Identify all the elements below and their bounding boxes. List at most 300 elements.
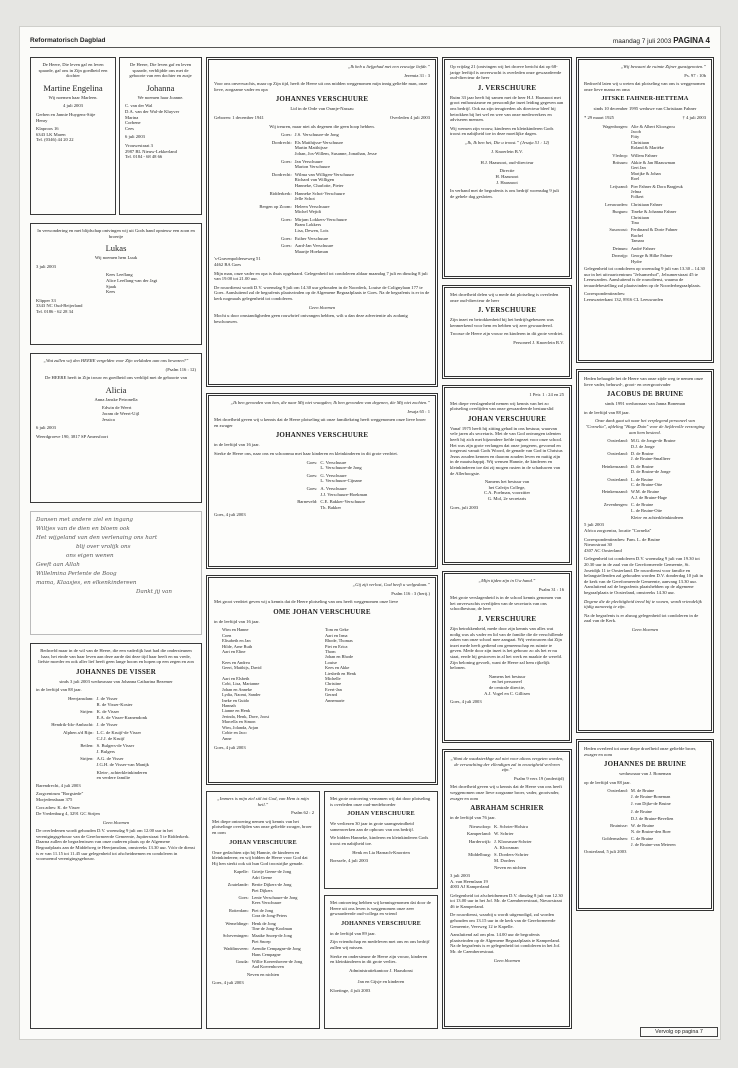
family-place: Kapelle: xyxy=(233,869,249,875)
family-place: Strijen: xyxy=(80,709,94,715)
family-place: Nieuwdorp: xyxy=(469,823,492,829)
family-place: Rotterdam: xyxy=(228,907,249,913)
burial-details: Aansluitend zal om plm. 14.00 uur de begrafenis plaatsvinden op de Algemene Begraafplaats te Kamperland. Na de begrafenis is er gelegenheid tot condoleren in het Jof. Mr. de Caemberrestraat. xyxy=(450,932,561,955)
signature: Administratiekantoor J. Haasdonst Jan en Gijsje en kinderen xyxy=(349,967,413,984)
handwritten-line: Dankt jij van xyxy=(136,589,172,595)
parents: Edwin de Weert Joram de Weert-Uijl Jessica xyxy=(102,405,140,422)
family-members: M.G. de Jonge-de Bruine D.J. de Jonge xyxy=(630,438,676,449)
family-members: S. Dorders-Schrier M. Dorders xyxy=(494,852,529,863)
birth-announcement-lukas xyxy=(30,223,202,345)
deceased-age: in de leeftijd van 16 jaar. xyxy=(214,442,260,448)
family-members: Lenie Verschuure-de Jong Kees Verschuure xyxy=(251,894,298,906)
attendance-note: Degene die de plechtigheid treed bij te wonen, wordt vriendelijk tijdig aanwezig te zijn. xyxy=(584,598,702,610)
announcement-body: Zijn inzet en betrokkenheid bij het bedrijfsgebeuren was kenmerkend voor hem en hebben wij zeer gewaardeerd. xyxy=(450,317,554,328)
deceased-age: in de leeftijd van 16 jaar. xyxy=(214,618,260,624)
family-place: Goes: xyxy=(306,485,318,491)
announcement-note: Wij noemen hem Luuk xyxy=(94,255,138,261)
family-place: Britsum: xyxy=(612,160,628,165)
family-members: Grietje Geene-de Jong Adri Geene xyxy=(251,869,292,880)
family-place xyxy=(584,515,628,522)
address: Vrouwestraat 3 2987 BL Nieuw-Lekkerland Tel. 0184 - 68 48 66 xyxy=(125,142,177,160)
page-header xyxy=(30,34,710,48)
family-place: Heinkenszand: xyxy=(601,489,628,495)
family-place: Dordrecht: xyxy=(271,139,292,145)
deceased-name: JACOBUS DE BRUINE xyxy=(606,390,684,399)
birth-announcement-johanna xyxy=(119,57,202,215)
family-place: Goldermalsen: xyxy=(602,836,628,842)
family-members: W.M. de Bruine A.J. de Bruine-Hage xyxy=(630,489,667,500)
place-date: Goes, juli 2003 xyxy=(450,504,479,510)
family-place: Vledrop: xyxy=(612,152,628,158)
family-place: Heinkenszand: xyxy=(601,463,628,469)
family-members: L. de Bruine C. de Bruine-Otte xyxy=(630,476,663,487)
quote: „Ik, Ik ben het, Die u troost.” (Jesaja 51 : 12) xyxy=(464,139,550,145)
family-place: Goes: xyxy=(281,132,292,138)
deceased-subtitle: Lid in de Orde van Oranje-Nassau xyxy=(290,106,354,112)
family-place: Goes: xyxy=(281,158,292,164)
family-place: Scheveningen: xyxy=(222,933,249,939)
care-home: Zorgcentrum "Borgstede" Morjedensbaan 375 xyxy=(36,791,84,802)
family-list xyxy=(450,824,564,873)
family-members: André Fahner xyxy=(630,245,656,251)
handwritten-line: Het wijgeland van den verlenaing ons hart xyxy=(36,535,158,541)
motto-reference: Psalm 62 : 2 xyxy=(291,810,314,816)
cousins: Neven en nichten xyxy=(246,971,280,977)
deceased-name: JOHANNES VERSCHUURE xyxy=(275,431,369,440)
handwritten-card xyxy=(30,511,202,635)
signature: Namens het bestuur van het Calvijn College, C.A. Poelman, voorzitter G. Mol, 2e secretaris xyxy=(483,479,531,501)
announcement-intro: Met diepe ontroering nemen wij kennis van het plotselinge overlijden van onze geliefde zwager, broer en oom xyxy=(212,818,312,835)
motto-reference: 1 Petr. 1 : 24 en 25 xyxy=(529,392,564,397)
place-date: Kloetinge, 4 juli 2003 xyxy=(330,987,371,993)
family-list xyxy=(584,124,706,266)
announcement-intro: Met diepe verslagenheid nemen wij kennis van het zo plotseling overlijden van onze gewaardeerde bestuurslid xyxy=(450,400,554,412)
family-place: Leijsrand: xyxy=(610,183,628,189)
announcement-note: Wij noemen haar Marleen. xyxy=(48,94,98,100)
faith-note: We bidden Hanneke, kinderen en kleinkinderen Gods troost en nabijheid toe. xyxy=(330,835,429,846)
signature: Directie H. Haasnoot J. Haasnoot xyxy=(495,168,519,185)
family-place: Ridderkerk: xyxy=(269,190,292,196)
family-members: D.J. de Bruine-Bevelien xyxy=(630,816,674,821)
family-place: Middelburg: xyxy=(468,852,492,858)
memorial-school-collegium xyxy=(442,571,572,743)
family-members: Bertie Dijkers-de Jong Piet Dijkers xyxy=(251,882,292,893)
family-members: J. Kloosman-Schrier A. Kloosman xyxy=(494,838,532,850)
birth-date: * 29 maart 1925 xyxy=(584,114,614,120)
address: Weerdgroeve 190, 3817 SP Amersfoort xyxy=(36,433,109,439)
place-date: Goes, 4 juli 2003 xyxy=(214,744,246,750)
motto-reference: Psalm 9 vers 19 (ondertijd) xyxy=(513,775,564,781)
deceased-subtitle: sinds 3 juli 2003 weduwnaar van Johanna Catharina Bezemer xyxy=(59,678,173,684)
announcement-date: 3 juli 2003 xyxy=(36,263,56,269)
place-date: 5 juli 2003 Africa zorgcentra, locatie "Cornelia" xyxy=(584,522,652,534)
life-dates xyxy=(214,115,430,121)
extra-note: Mocht u door omstandigheden geen rouwbrief ontvangen hebben, wilt u dan deze advertentie als zodanig beschouwen. xyxy=(214,313,408,324)
newspaper-page xyxy=(19,26,721,1040)
family-members: Tineke & Johanna Fahner Christiaan Tina xyxy=(630,209,677,226)
family-members: Klein- en achterkleinkinderen xyxy=(630,515,684,521)
motto: „Wat zullen wij den HEERE vergelden voor Zijn weldaden aan ons bewezen?” xyxy=(43,358,189,363)
obituary-johannes-de-visser xyxy=(30,643,202,1029)
motto: „Ik heb u liefgehad met een eeuwige liefde.” xyxy=(347,64,430,69)
faith-note: Wij treuren, maar niet als degenen die geen hoop hebben. xyxy=(269,123,375,129)
page-number: 4 xyxy=(705,36,710,45)
obituary-ome-johan-verschuure xyxy=(206,575,438,785)
funeral-details: De rouwdienst wordt D.V. woensdag 9 juli om 14.30 uur gehouden in de Noorderk, Louise de Colignylaan 177 te Goes. Aansluitend zal de begrafenis plaatsvinden op de Algemene Begraafplaats te Goes. Na de begrafenis is er in de kerk nogmaals gelegenheid tot condoleren. xyxy=(214,284,430,301)
deceased-age: in de leeftijd van 89 jaar. xyxy=(330,930,376,936)
family-place: Oosterland: xyxy=(607,476,628,482)
place-date: Goes, 4 juli 2003 xyxy=(212,980,244,986)
family-members: Aard-Jan Verschuure Maartje Hoekman xyxy=(294,243,334,254)
family-place: Dronrijp: xyxy=(611,253,628,259)
family-members: W. Schrier xyxy=(494,831,514,837)
family-members: W. de Bruine N. de Bruine-den Boer xyxy=(630,823,671,834)
family-list xyxy=(584,438,706,522)
place-date: Oosterland, 5 juli 2003 xyxy=(584,849,627,855)
family-place: Goes: xyxy=(281,235,292,241)
family-place: Bergen op Zoom: xyxy=(259,203,292,209)
family-place: Deinum: xyxy=(612,245,628,251)
faith-note: Wij wensen zijn vrouw, kinderen en kleinkinderen Gods troost en nabijheid toe in deze moeilijke dagen. xyxy=(450,125,554,137)
family-members: J. de Bruine xyxy=(630,808,653,814)
birth-date: Geboren: 1 december 1941 xyxy=(214,114,264,120)
family-members: D. de Bruine J. de Bruine-Smallteer xyxy=(630,450,671,462)
place-date: Goes, 4 juli 2003 xyxy=(214,512,246,518)
family-place: Wemeldinge: xyxy=(225,920,249,926)
handwritten-line: Geeft aan Allah xyxy=(36,562,80,568)
announcement-intro: De Heere, Die leven gaf en leven spaarde, gaf ons in Zijn goedheid een dochter xyxy=(38,62,108,79)
handwritten-line: ons eigen wenen xyxy=(66,553,114,559)
death-date: † 4 juli 2003 xyxy=(682,114,706,120)
handwritten-line: Wiltjes van de dien en bloem ook xyxy=(36,526,130,532)
visitation-details: Mijn man, onze vader en opa is thuis opgebaard. Gelegenheid tot condoleren aldaar maandag 7 juli en dinsdag 8 juli van 19.00 tot 21.00 uur. xyxy=(214,270,428,282)
funeral-details: De rouwdienst, waarbij u wordt uitgenodigd, zal worden gehouden om 13.15 uur in de kerk van de Gereformeerde Gemeente, Veerweg 12 te Kapelle. xyxy=(450,912,556,929)
motto: „Ik ben gevonden van hen, die naar Mij niet vraagden; Ik ben gevonden van degenen, die Mij niet zochten.” xyxy=(230,400,430,405)
birth-announcement-martine xyxy=(30,57,116,215)
family-members: C. de Bruine J. de Bruine-van Meteren xyxy=(630,836,676,847)
motto-reference: Psalm 116 : 3 (berij.) xyxy=(391,590,430,596)
motto-reference: Psalm 31 : 16 xyxy=(538,586,564,592)
announcement-intro: Op vrijdag 21 (ontvingen wij het droeve bericht dat op 68-jarige leeftijd is onverwacht is overleden onze gewaardeerde oud-directeur de heer xyxy=(450,64,562,81)
address: Klipper 33 3343 NC Oud-Beijerland Tel. 0186 - 62 28 34 xyxy=(36,297,83,314)
family-place: Hendrik-Ido-Ambacht: xyxy=(51,722,94,728)
family-place: Goes: xyxy=(281,216,292,222)
family-members: J. van Dijke-de Bruine xyxy=(630,801,671,807)
family-members: G. Verschuure L. Verschuure-Cijnane xyxy=(320,472,362,484)
condolence-note: Na de begrafenis is er alsnog gelegenheid tot condoleren in de zaal van de Kerk. xyxy=(584,612,699,624)
motto: „Want de waaksterkhge zal niet voor altoos vergeten worden, de verwachting der ellendigen zal in eeuwigheid verloren zijn.” xyxy=(450,756,564,773)
handwritten-line: Willelmina Perlente de Boog xyxy=(36,571,117,577)
announcement-intro: De Heere, Die leven gaf en leven spaarde, verblijdde ons met de geboorte van een dochter en zusje xyxy=(129,62,192,79)
family-members: Mirjam Lokkers-Verschuure Bram Lokkers Lisa, Dewen, Lois xyxy=(294,216,347,234)
deceased-name: OME JOHAN VERSCHUURE xyxy=(273,607,371,616)
family-place xyxy=(584,816,628,823)
family-members: K. Schrier-Holstra xyxy=(494,823,528,829)
family-members: Arendie Cempagne-de Jong Hans Cempagne xyxy=(251,946,301,957)
announcement-date: 6 juli 2003 xyxy=(36,425,56,431)
announcement-intro: De HEERE heeft in Zijn trouw en goedheid ons verblijd met de geboorte van xyxy=(45,375,187,381)
motto-reference: (Psalm 116 : 12) xyxy=(165,366,196,372)
family-place xyxy=(584,809,628,816)
announcement-intro: Bedroefd maar in de wil van de Heere, die een vaderlijk hart had die ondersteunen haar, het einde van haar leven aan deze aarde dat deze tijd haar heeft en nu vrede, liefste moeder en ook aller lief heeft geen lange hoorn en hopen op een zegen en zon xyxy=(38,648,194,665)
family-place: Susowout: xyxy=(609,227,628,233)
child-full-name: Anna Janske Petronella xyxy=(94,396,138,402)
child-name: Martine Engelina xyxy=(43,82,103,93)
deceased-name: JOHANNES DE VISSER xyxy=(75,667,157,676)
signature: Henk en Lia Harnach-Knorrien xyxy=(352,849,410,855)
memorial-gem xyxy=(324,791,438,889)
motto-reference: Jeremia 31 : 3 xyxy=(404,72,430,78)
closing-note: In verband met de begrafenis is ons bedrijf woensdag 9 juli de gehele dag gesloten. xyxy=(450,188,559,199)
faith-note: Onze gedachten zijn bij Hannie, de kinderen en kleinkinderen; en wij bidden de Heere voor God dat Hij hen sterkt ook uit hun God troostrijke genade. xyxy=(212,849,308,866)
address: 's-Gravenpolderseweg 51 4462 BA Goes xyxy=(214,256,261,268)
family-list xyxy=(214,132,430,256)
family-place: Dordrecht: xyxy=(271,171,292,177)
family-members: J. de Visser R. de Visser-Koster xyxy=(96,695,133,707)
announcement-body: Zijn betrokkenheid, mede door zijn kennis van alles wat nodig was als vader en lid van de familie die de verschillende zaken van onze school mee aangaat. Wij vertrouwen dat Zijn inzet mede heeft gediend om gemeenschap en ruimte te geven. Mede door zijn inzet is het gebouw zo als het er nu staat, eerde hij gestorven in al het werk en maakte de wereld. Zijn beloning gevoelt, want de Heere zal hem rijkelijk belonen. xyxy=(450,625,564,671)
signature: Personeel J. Knoerlein B.V. xyxy=(513,339,564,345)
deceased-subtitle: weduwnaar van J. Boneman xyxy=(619,771,671,777)
announcement-intro: Met ontroering hebben wij kennisgenomen dat door de Heere uit ons leven is weggenomen onze zeer gewaardeerde oud-collega en vriend xyxy=(330,900,431,917)
family-place: Zoutelande: xyxy=(227,882,249,888)
family-place: Kamperland: xyxy=(467,831,492,837)
motto: „Wij bewaart de ruimte Zijner gunstgenoten.” xyxy=(620,64,706,69)
handwritten-line: Dansen met andere ziel en ingang xyxy=(36,517,134,523)
faith-note: Sterke en ondersteune de Heere zijn vrouw, kinderen en kleinkinderen in dit grote verlies. xyxy=(330,953,428,965)
family-members: Maaike Snoep-de Jong Piet Snoep xyxy=(251,933,292,944)
company: J. Knoerlein B.V. H.J. Haasnoot, oud-directeur xyxy=(480,148,534,165)
obituary-jitske-fahner-hettema xyxy=(576,57,714,363)
announcement-body: Ruim 33 jaar heeft hij samen met de heer H.J. Haasnoot met groot enthousiasme en persoonlijke inzet leiding gegeven aan ons bedrijf. Ook na zijn terugtreden als directeur bleef hij betrokken bij het wel en wee van onze medewerkers en adviseren mensen. xyxy=(450,94,564,123)
signature: Namens het bestuur en het personeel de centrale directie, A.J. Vogel en C. Gillisen xyxy=(484,673,530,696)
family-place xyxy=(36,770,94,783)
family-members: C.E. Bakker-Verschuure Th. Bakker xyxy=(320,499,366,510)
page-date: maandag 7 juli 2003 xyxy=(612,38,672,45)
family-members: Els Matthijsse-Verschuure Martin Matthijsse Johan, Jos-Willem, Susanne, Jonathan, Jesse xyxy=(294,139,377,156)
deceased-name: JOHANNES VERSCHUURE xyxy=(275,95,369,104)
announcement-body: We verliezen 30 jaar in grote saamgezindheid samenwerken aan de opbouw van ons bedrijf. xyxy=(330,821,415,832)
family-members: K. de Visser E.A. de Visser-Kranendonk xyxy=(96,709,148,720)
obituary-johannes-de-bruine xyxy=(576,739,714,911)
family-column-left: Wim en Hanne Coen Elisabeth en Jan Hilde, Arne Ruth Aart en Eline Kees en Andrea Geert, Matthijs, David Aart en Elsbeth Cobi, Lisa, Marianne Johan en Anneke Lydia, Naomi, Sander Ineke en Guido Hannah Lianne en Henk Jerinda, Henk, Dave, Joost Marcella en Simon Wim, Jolanda, Arjan Cobie en Jaco Anne xyxy=(222,627,270,741)
address: Klaproos 16 6343 LK Maren Tel. (0346) 44 20 22 xyxy=(36,126,74,143)
motto: „Mijn tijden zijn in Uw hand.” xyxy=(478,578,536,583)
death-date: Overleden 4 juli 2003 xyxy=(389,114,430,120)
life-dates xyxy=(584,115,706,121)
family-members: C. Verschuure L. Verschuure-de Jong xyxy=(320,459,362,471)
deceased-age: in de leeftijd van 88 jaar. xyxy=(36,687,82,693)
funeral-details: De overledenen wordt gehouden D.V. woensdag 9 juli om 12.00 uur in het verenigingsgebouw van de Gereformeerde Gemeente, Jupiterstraat 5 te Ridderkerk. Daarna zullen de begrafenissen van onze ouderen plaats op de Algemene Begraafplaats aan de Middelweg te Heerjansdam, omstreeks 13.30 uur. Vóór de dienst is er van 11.15 tot 11.45 uur gelegenheid tot afscheidnemen en condoleren in voornoemd verenigingsgebouw. xyxy=(36,828,195,862)
family-place: Burgum: xyxy=(612,209,628,215)
family-place: Zevenbergen: xyxy=(603,502,628,508)
family-members: Willie Koerenhoven-de Jong Aad Koerenhoven xyxy=(251,959,303,970)
family-place: Barneveld: xyxy=(297,499,318,505)
family-members: J.S. Verschuure-de Jong xyxy=(294,132,339,138)
faith-note: Sterke de Heere ons, naar ons en schoonma met haar kinderen en kleinkinderen in dit grote verdriet. xyxy=(214,450,398,456)
memorial-administratiekantoor xyxy=(324,895,438,1029)
parents: Kees Leeflang Alice Leeflang-van der Jagt Sjaak Kees xyxy=(106,272,158,295)
funeral-details: Gelegenheid tot condoleren D.V. woensdag 9 juli van 19.30 tot 20.30 uur in de zaal van de Gereformeerde Gemeente, St. Josetdijk 11 te Oosterland. De rouwdienst voor familie en belangstellenden zal gehouden worden D.V. donderdag 10 juli in de kerk van de Gereformeerde Gemeente, aanvang 13.30 uur. Aansluitend zal de begrafenis plaatshebben op de algemene begraafplaats te Oosterland, omstreeks 14.30 uur. xyxy=(584,556,704,595)
family-members: A. Verschuure J.J. Verschuure-Hoekman xyxy=(320,485,368,497)
family-members: D. de Bruine D. de Bruine-de Jonge xyxy=(630,463,671,475)
page-label: PAGINA xyxy=(673,36,704,45)
visitation-details: Gelegenheid tot afscheidnemen D.V. dinsdag 8 juli van 12.30 tot 13.00 uur in het Jof. Mr. de Caemberrestraat, Nieuwstraat 46 te Kamperland. xyxy=(450,892,563,909)
family-list xyxy=(36,696,196,783)
family-members: George & Hilke Fahner Hydre xyxy=(630,253,673,264)
motto: „Immers is mijn ziel stil tot God, van Hem is mijn heil.” xyxy=(217,796,309,807)
correspondence-address: Correspondentieadres: Fam. L. de Bruine Nieuwstraat 30 4307 AC Oosterland xyxy=(584,536,661,553)
family-place: Gouda: xyxy=(235,959,249,965)
family-place: Alphen a/d Rijn: xyxy=(62,729,94,735)
family-place: Oosterland: xyxy=(607,450,628,456)
deceased-age: op de leeftijd van 88 jaar. xyxy=(584,779,631,785)
family-members: M. de Bruine J. de Bruine-Boneman xyxy=(630,788,671,799)
visitation-details: Gelegenheid tot condoleren op woensdag 9 juli van 13.30 – 14.30 uur in het uitvaartcentrum "Jelsumerhof", Jelsumerstraat 45 te Leeuwarden. Aansluitend is de rouwdienst, waarna de teraardebestelling zal plaatsvinden op de Noorderbegraafplaats. xyxy=(584,265,705,288)
deceased-age: in de leeftijd van 76 jaar. xyxy=(450,815,496,821)
page-date-number xyxy=(613,36,710,45)
family-place: Waddinxveen: xyxy=(223,946,249,952)
family-members: J. de Visser xyxy=(96,722,118,728)
family-members: Jan Verschuure Marion Verschuure xyxy=(294,158,331,170)
announcement-intro: Met droefheid geven wij u kennis dat de Heere plotseling uit onze familiekring heeft weggenomen onze lieve broer en zwager xyxy=(214,417,426,428)
family-place xyxy=(450,865,491,873)
announcement-intro: Heden overleed tot onze diepe droefheid onze geliefde broer, zwager en oom xyxy=(584,746,697,757)
deceased-name: J. VERSCHUURE xyxy=(477,306,537,315)
deceased-name: JOHAN VERSCHUURE xyxy=(229,839,297,846)
family-place: Heerjansdam: xyxy=(68,695,94,701)
child-name: Johanna xyxy=(146,82,175,93)
family-members: Ferdinand & Dorie Fahner Bachel Tamara xyxy=(630,227,678,244)
announcement-intro: In verwondering en met blijdschap ontvingen wij uit Gods hand opnieuw een zoon en broertje xyxy=(37,228,195,239)
obituary-jacobus-de-bruine xyxy=(576,369,714,733)
family-place: Goes: xyxy=(306,459,318,465)
family-members: Neven en nichten xyxy=(494,865,527,871)
place-date: 3 juli 2003 A. van Heemlaan 19 4003 AJ Kamperland xyxy=(450,872,490,890)
family-place: Goes: xyxy=(306,472,318,478)
family-members: A.G. de Visser J.G.H. de Visser-van Manijk xyxy=(96,756,149,767)
obituary-abraham-schrier xyxy=(442,749,572,1029)
correspondence-address: Corr.adres: K. de Visser De Vredenburg 4, 3291 GC Strijen xyxy=(36,805,100,817)
deceased-name: JITSKE FAHNER-HETTEMA xyxy=(601,95,689,103)
thanks-note: Onze dank gaat uit naar het verplegend personeel van "Cornelia", afdeling "Hage Duin" voor de liefdevolle verzorging aan hem besteed. xyxy=(585,418,705,435)
family-place: Beilen: xyxy=(80,743,94,749)
memorial-knoerlein-personeel xyxy=(442,285,572,379)
family-members: Christiaan Fahner xyxy=(630,201,663,207)
family-members: Henk de Jong Tine de Jong-Koolman xyxy=(251,920,293,931)
announcement-intro: Met grote verslagenheid is in de school kennis genomen van het onverwachts overlijden van de secretaris van ons schoolbestuur, de heer xyxy=(450,595,562,612)
family-members: Piet de Jong Cora de Jong-Peters xyxy=(251,907,288,919)
no-flowers-note: Geen bloemen xyxy=(308,304,336,310)
obituary-johannes-verschuure xyxy=(206,57,438,387)
place-date: Barendrecht, 4 juli 2003 xyxy=(36,782,81,788)
obituary-johan-verschuure-family xyxy=(206,791,320,1029)
family-place: Goes: xyxy=(238,894,249,900)
family-place: Goes: xyxy=(281,243,292,249)
family-place: Strijen: xyxy=(80,756,94,762)
announcement-date: 6 juli 2003 xyxy=(125,134,145,140)
no-flowers-note: Geen bloemen xyxy=(493,957,521,963)
family-members: Wilma van Willigen-Verschuure Richard van Willigen Hanneke, Charlotte, Pieter xyxy=(294,171,354,188)
family-place: Wagenborgen: xyxy=(602,123,628,129)
announcement-intro: Met grote ontroering vernamen wij dat door plotseling is overleden onze oud-medebroeder xyxy=(330,796,431,807)
family-members: Pier Fahner & Dora Bargjeuk Jelma Folkert xyxy=(630,183,683,200)
deceased-age: in de leeftijd van 88 jaar. xyxy=(584,409,630,415)
family-column-right: Tom en Geke Aart en Irma Rhode, Thomas Piet en Erica Thom Johan en Rhode Louise Kees en Akke Liesbeth en Henk Michelle Christine Evert-Jan Gerard Annemarie xyxy=(325,627,356,703)
family-members: Heleen Verschuure Michel Wejidt xyxy=(294,203,330,215)
obituary-brother-johannes-verschuure xyxy=(206,393,438,569)
family-place: Harderwijk: xyxy=(468,838,492,844)
deceased-name: J. VERSCHUURE xyxy=(477,614,537,623)
announcement-note: We noemen haar Joanne. xyxy=(137,94,184,100)
family-place: Oosterland: xyxy=(607,438,628,444)
faith-note: Troosse de Heere zijn vrouw en kinderen in dit grote verdriet. xyxy=(450,331,564,337)
announcement-intro: Voor ons onverwachts, maar op Zijn tijd, heeft de Heere uit ons midden weggenomen mijn innig geliefde man, onze lieve, zorgzame vader en opa xyxy=(214,81,428,92)
handwritten-line: blij over vrolijk ons xyxy=(76,544,131,550)
family-members: Esther Verschuure xyxy=(294,235,329,241)
family-members: C. de Bruine L. de Bruine-Otte xyxy=(630,502,662,513)
announcement-intro: Heden behaagde het de Heere van onze zijde weg te nemen onze lieve vader, behuwd-, groot- en overgrootvader xyxy=(584,376,703,387)
announcement-intro: Bedroefd laten wij u weten dat plotseling van ons is weggenomen onze lieve mama en oma xyxy=(584,81,705,92)
motto-reference: Jesaja 65 : 1 xyxy=(407,408,430,414)
deceased-name: JOHAN VERSCHUURE xyxy=(467,414,547,423)
no-flowers-note: Geen bloemen xyxy=(631,626,659,632)
parents: Gerben en Jannie Huygens-Sitje Henry xyxy=(36,111,96,123)
parents: C. van der Wal D.A. van der Wal-de Kluyver Marina Corbene Cees xyxy=(125,103,180,131)
family-members: Klein-, achterkleinkinderen en verdere familie xyxy=(96,769,148,781)
announcement-intro: Met groot verdriet geven wij u kennis dat de Heere plotseling van ons heeft weggenomen onze lieve xyxy=(214,599,399,605)
memorial-knoerlein-directie xyxy=(442,57,572,279)
no-flowers-note: Geen bloemen xyxy=(102,819,130,825)
family-members: Willem Fahner xyxy=(630,152,658,158)
family-list xyxy=(254,460,430,513)
deceased-name: J. VERSCHUURE xyxy=(477,83,537,92)
family-members: S. Bulgers-de Visser J. Bulgers xyxy=(96,743,135,754)
announcement-date: 4 juli 2003 xyxy=(63,103,83,109)
child-name: Alicia xyxy=(105,384,127,395)
motto: „Gij zijt verlost, God heeft u welgedaan.” xyxy=(352,582,430,587)
newspaper-name: Reformatorisch Dagblad xyxy=(30,37,106,44)
birth-announcement-alicia xyxy=(30,353,202,503)
family-place: Bruinisse: xyxy=(610,823,628,829)
deceased-name: JOHANNES DE BRUINE xyxy=(603,760,687,769)
announcement-body: Zijn vriendschap en medeleven met ons en ons bedrijf zullen wij missen. xyxy=(330,939,430,950)
family-list xyxy=(212,869,314,972)
memorial-calvijn-college xyxy=(442,385,572,565)
continued-on-page-link[interactable]: Vervolg op pagina 7 xyxy=(640,1027,718,1037)
family-columns xyxy=(222,627,422,741)
announcement-intro: Met droefheid delen wij u mede dat plotseling is overleden onze oud-directeur de heer xyxy=(450,292,559,303)
deceased-subtitle: sinds 1991 weduwnaar van Janna Boneman xyxy=(604,401,686,407)
deceased-name: JOHANNES VERSCHUURE xyxy=(341,920,421,927)
family-place: Oosterland: xyxy=(607,788,628,794)
family-list xyxy=(584,788,706,849)
deceased-name: JOHAN VERSCHUURE xyxy=(347,811,415,818)
motto-reference: Ps. 97 : 10b xyxy=(684,72,706,78)
family-members: Alie & Albert Kloosgrou Jacob Fitty Christiaan Roland & Mariëke xyxy=(630,123,675,151)
deceased-subtitle: sinds 10 december 1995 weduwe van Christiaan Fahner xyxy=(593,106,697,112)
family-members: L.C. de Kruijf-de Visser C.J.J. de Kruijf xyxy=(96,729,142,741)
announcement-body: Vanaf 1975 heeft hij zitting gehad in ons bestuur, waarvan vele jaren als secretaris. Met de van God ontvangen talenten heeft hij zich met bijzondere liefde ingezet voor onze school. Het was zijn grote verlangen dat onze jongeren, gevormd en toegerust vanuit Gods Woord, de genade van God in Christus Jezus zouden kennen en daarom zouden leven en nuttig zijn in de maatschappij. Wij wensen Hannie, de kinderen en kleinkinderen toe dat zij mogen rusten in de schaduwen van de Allerhoogste. xyxy=(450,425,563,476)
family-members: Akkie & Jan Blaauwman Gert Jan Marijke & Johan Roel xyxy=(630,160,676,182)
handwritten-line: mama, Klaasjes, en elkenkindereen xyxy=(36,580,137,586)
place-date: Borssele, 4 juli 2003 xyxy=(330,858,369,864)
family-members: Hanneke Schot-Verschuure Jelle Schot xyxy=(294,190,345,202)
family-place xyxy=(584,801,628,808)
child-name: Lukas xyxy=(105,243,127,254)
family-place: Leeuwarden: xyxy=(604,201,628,207)
place-date: Goes, 4 juli 2003 xyxy=(450,699,482,705)
announcement-intro: Met droefheid geven wij u kennis dat de Heere van ons heeft weggenomen onze lieve zorgzame broer, vader, grootvader, zwager en oom xyxy=(450,784,562,801)
